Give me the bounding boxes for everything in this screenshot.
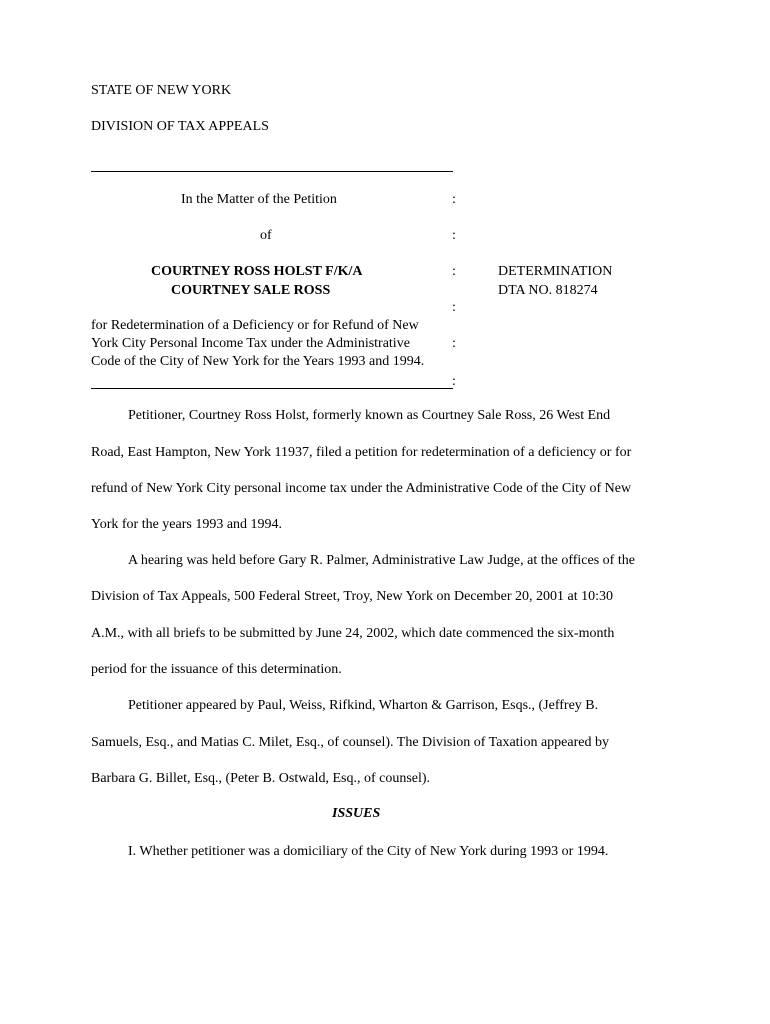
division-heading: DIVISION OF TAX APPEALS [91,119,269,134]
state-heading: STATE OF NEW YORK [91,83,232,98]
para1-line: Road, East Hampton, New York 11937, filed a petition for redetermination of a deficiency or for [91,445,632,460]
caption-colon: : [452,264,456,279]
caption-colon: : [452,300,456,315]
determination-label: DETERMINATION [498,264,613,279]
caption-top-rule [91,171,453,172]
caption-colon: : [452,192,456,207]
caption-colon: : [452,228,456,243]
petitioner-name-line1: COURTNEY ROSS HOLST F/K/A [151,264,363,279]
petitioner-name-line2: COURTNEY SALE ROSS [171,283,331,298]
of-line: of [260,228,272,243]
para1-line: Petitioner, Courtney Ross Holst, formerly known as Courtney Sale Ross, 26 West End [128,408,611,423]
caption-bottom-rule [91,388,453,389]
para2-line: A.M., with all briefs to be submitted by June 24, 2002, which date commenced the six-month [91,626,615,641]
para3-line: Samuels, Esq., and Matias C. Milet, Esq., of counsel). The Division of Taxation appeared by [91,735,609,750]
dta-number: DTA NO. 818274 [498,283,598,298]
para2-line: Division of Tax Appeals, 500 Federal Street, Troy, New York on December 20, 2001 at 10:30 [91,589,614,604]
caption-colon: : [452,336,456,351]
para1-line: refund of New York City personal income tax under the Administrative Code of the City of New [91,481,632,496]
purpose-line-1: for Redetermination of a Deficiency or for Refund of New [91,318,419,333]
para1-line: York for the years 1993 and 1994. [91,517,283,532]
para3-line: Petitioner appeared by Paul, Weiss, Rifkind, Wharton & Garrison, Esqs., (Jeffrey B. [128,698,599,713]
issue-1: I. Whether petitioner was a domiciliary of the City of New York during 1993 or 1994. [128,844,609,859]
para3-line: Barbara G. Billet, Esq., (Peter B. Ostwald, Esq., of counsel). [91,771,431,786]
matter-line: In the Matter of the Petition [181,192,337,207]
caption-colon: : [452,374,456,389]
purpose-line-3: Code of the City of New York for the Years 1993 and 1994. [91,354,425,369]
para2-line: A hearing was held before Gary R. Palmer, Administrative Law Judge, at the offices of the [128,553,635,568]
para2-line: period for the issuance of this determination. [91,662,342,677]
issues-heading: ISSUES [332,806,381,821]
purpose-line-2: York City Personal Income Tax under the Administrative [91,336,410,351]
